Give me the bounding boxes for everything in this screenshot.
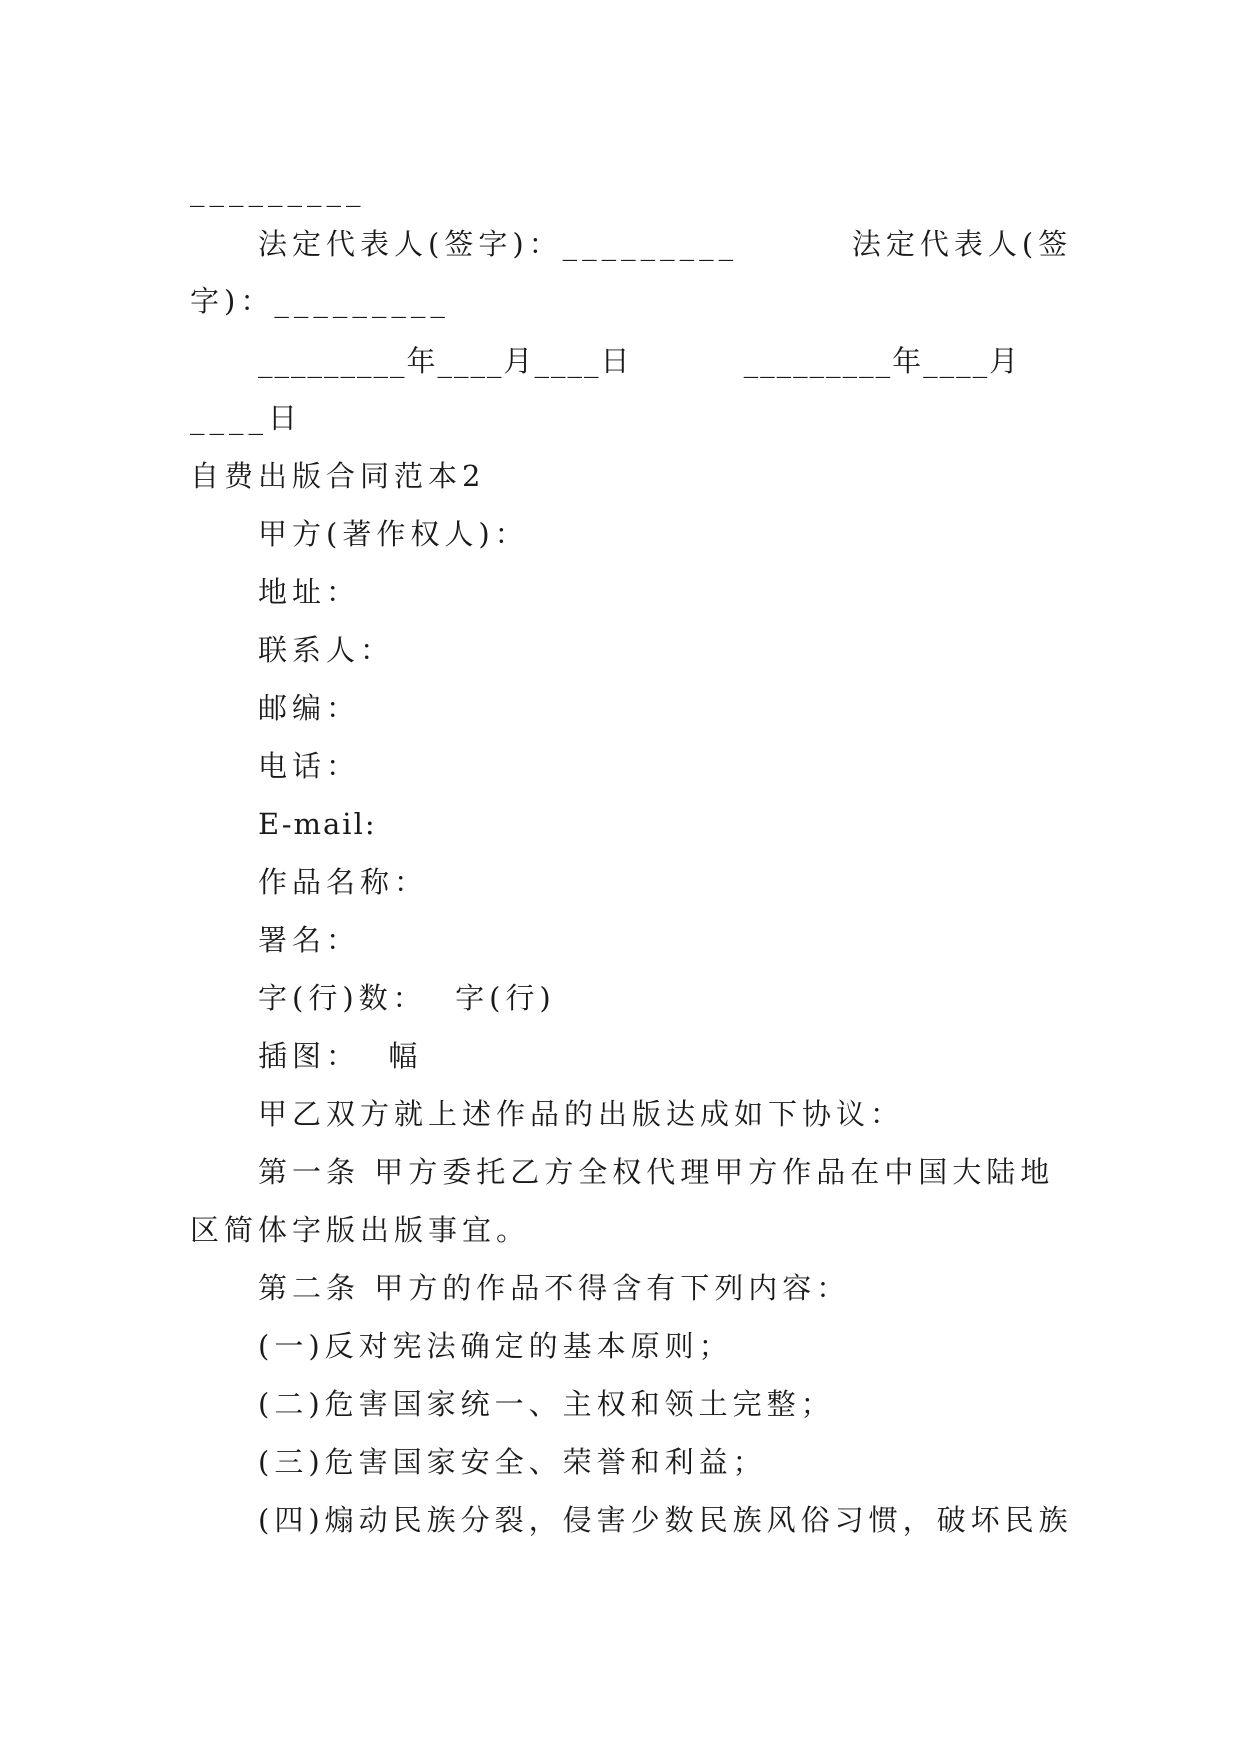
clause-two: (二)危害国家统一、主权和领土完整； — [258, 1387, 835, 1421]
author-signature-label: 署名： — [258, 923, 361, 957]
party-a-label: 甲方(著作权人)： — [258, 517, 529, 551]
email-label: E-mail: — [258, 807, 377, 841]
clause-four: (四)煽动民族分裂，侵害少数民族风俗习惯，破坏民族 — [258, 1503, 1073, 1537]
signature-date-line: _________年____月____日 _________年____月 — [258, 344, 1021, 378]
clause-three: (三)危害国家安全、荣誉和利益； — [258, 1445, 767, 1479]
legal-representative-signature-line: 法定代表人(签字)：_________ 法定代表人(签 — [258, 227, 1073, 261]
section-title: 自费出版合同范本2 — [190, 459, 486, 493]
illustrations-label: 插图： 幅 — [258, 1039, 423, 1073]
clause-one: (一)反对宪法确定的基本原则； — [258, 1329, 733, 1363]
phone-label: 电话： — [258, 749, 361, 783]
article-one-line-1: 第一条 甲方委托乙方全权代理甲方作品在中国大陆地 — [258, 1155, 1055, 1189]
postcode-label: 邮编： — [258, 691, 361, 725]
contact-label: 联系人： — [258, 633, 395, 667]
legal-representative-signature-continuation: 字)：_________ — [190, 284, 450, 318]
agreement-intro: 甲乙双方就上述作品的出版达成如下协议： — [258, 1097, 905, 1131]
address-label: 地址： — [258, 575, 361, 609]
signature-blank-line: _________ — [190, 173, 366, 207]
article-one-line-2: 区简体字版出版事宜。 — [190, 1213, 531, 1247]
article-two: 第二条 甲方的作品不得含有下列内容： — [258, 1271, 851, 1305]
signature-date-continuation: ____日 — [190, 401, 303, 435]
work-title-label: 作品名称： — [258, 865, 429, 899]
word-count-label: 字(行)数： 字(行) — [258, 981, 556, 1015]
